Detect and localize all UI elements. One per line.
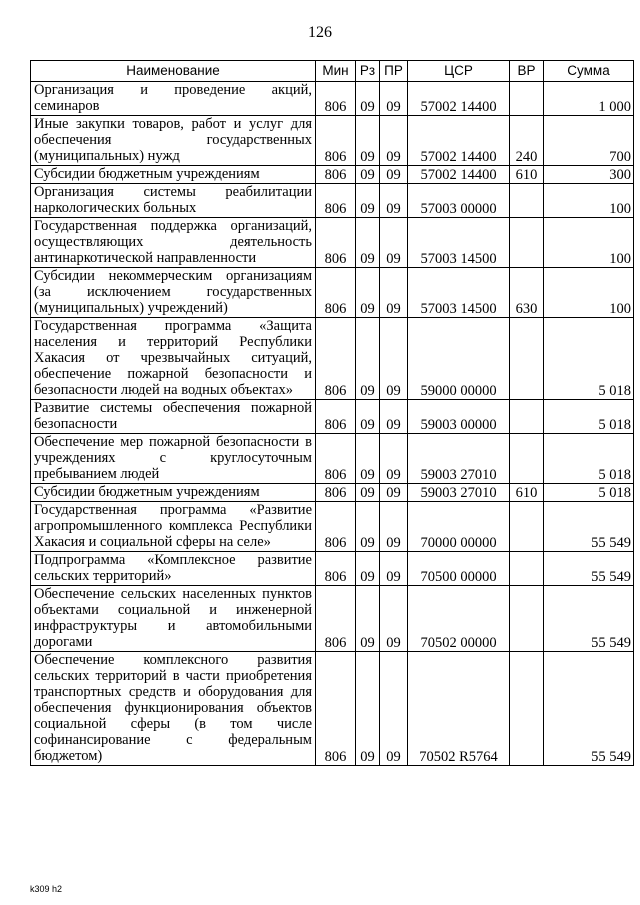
- row-pr: 09: [380, 586, 408, 652]
- header-sum: Сумма: [544, 61, 634, 82]
- row-rz: 09: [356, 502, 380, 552]
- row-pr: 09: [380, 82, 408, 116]
- row-name: Организация системы реабилитации наркологических больных: [31, 184, 316, 218]
- row-name: Государственная поддержка организаций, осуществляющих деятельность антинаркотической направленности: [31, 218, 316, 268]
- row-pr: 09: [380, 652, 408, 766]
- table-row: [31, 116, 634, 166]
- header-rz: Рз: [356, 61, 380, 82]
- row-csr: 57003 00000: [408, 184, 510, 218]
- row-name: Обеспечение сельских населенных пунктов объектами социальной и инженерной инфраструктуры и автомобильными дорогами: [31, 586, 316, 652]
- row-vr: [510, 400, 544, 434]
- row-rz: 09: [356, 552, 380, 586]
- row-pr: 09: [380, 166, 408, 184]
- row-csr: 57003 14500: [408, 218, 510, 268]
- row-rz: 09: [356, 218, 380, 268]
- row-name: Обеспечение комплексного развития сельских территорий в части приобретения транспортных средств и оборудования для обеспечения функционирования объектов социальной сферы (в том числе софинансирование с федеральным бюджетом): [31, 652, 316, 766]
- row-name: Подпрограмма «Комплексное развитие сельских территорий»: [31, 552, 316, 586]
- row-csr: 57002 14400: [408, 166, 510, 184]
- row-vr: [510, 82, 544, 116]
- row-min: 806: [316, 434, 356, 484]
- row-rz: 09: [356, 82, 380, 116]
- row-rz: 09: [356, 318, 380, 400]
- row-min: 806: [316, 400, 356, 434]
- row-name: Развитие системы обеспечения пожарной безопасности: [31, 400, 316, 434]
- row-rz: 09: [356, 268, 380, 318]
- row-sum: 100: [544, 218, 634, 268]
- row-name: Обеспечение мер пожарной безопасности в учреждениях с круглосуточным пребыванием людей: [31, 434, 316, 484]
- row-sum: 55 549: [544, 552, 634, 586]
- row-min: 806: [316, 586, 356, 652]
- row-min: 806: [316, 552, 356, 586]
- row-sum: 55 549: [544, 586, 634, 652]
- row-name: Организация и проведение акций, семинаров: [31, 82, 316, 116]
- row-name: Иные закупки товаров, работ и услуг для обеспечения государственных (муниципальных) нужд: [31, 116, 316, 166]
- row-csr: 70502 00000: [408, 586, 510, 652]
- row-sum: 700: [544, 116, 634, 166]
- row-pr: 09: [380, 552, 408, 586]
- row-sum: 1 000: [544, 82, 634, 116]
- table-row: [31, 502, 634, 552]
- row-min: 806: [316, 166, 356, 184]
- row-rz: 09: [356, 652, 380, 766]
- row-rz: 09: [356, 116, 380, 166]
- footer-code: k309 h2: [30, 884, 63, 894]
- table-header-row: [31, 61, 634, 82]
- row-csr: 59003 27010: [408, 484, 510, 502]
- row-csr: 59003 27010: [408, 434, 510, 484]
- row-vr: [510, 434, 544, 484]
- row-min: 806: [316, 218, 356, 268]
- row-vr: [510, 218, 544, 268]
- row-csr: 57003 14500: [408, 268, 510, 318]
- row-csr: 59000 00000: [408, 318, 510, 400]
- row-csr: 70502 R5764: [408, 652, 510, 766]
- row-pr: 09: [380, 116, 408, 166]
- row-sum: 100: [544, 184, 634, 218]
- table-row: [31, 400, 634, 434]
- row-name: Государственная программа «Развитие агропромышленного комплекса Республики Хакасия и социальной сферы на селе»: [31, 502, 316, 552]
- row-pr: 09: [380, 502, 408, 552]
- row-name: Субсидии некоммерческим организациям (за исключением государственных (муниципальных) учреждений): [31, 268, 316, 318]
- row-pr: 09: [380, 434, 408, 484]
- row-pr: 09: [380, 184, 408, 218]
- row-min: 806: [316, 318, 356, 400]
- budget-table: [30, 60, 634, 766]
- header-csr: ЦСР: [408, 61, 510, 82]
- row-csr: 59003 00000: [408, 400, 510, 434]
- header-pr: ПР: [380, 61, 408, 82]
- table-row: [31, 484, 634, 502]
- row-pr: 09: [380, 218, 408, 268]
- row-name: Субсидии бюджетным учреждениям: [31, 484, 316, 502]
- row-rz: 09: [356, 586, 380, 652]
- row-sum: 300: [544, 166, 634, 184]
- table-row: [31, 434, 634, 484]
- header-vr: ВР: [510, 61, 544, 82]
- table-row: [31, 268, 634, 318]
- row-sum: 5 018: [544, 400, 634, 434]
- row-min: 806: [316, 484, 356, 502]
- row-sum: 5 018: [544, 434, 634, 484]
- row-rz: 09: [356, 434, 380, 484]
- row-pr: 09: [380, 268, 408, 318]
- row-rz: 09: [356, 400, 380, 434]
- row-vr: 240: [510, 116, 544, 166]
- row-sum: 5 018: [544, 318, 634, 400]
- row-sum: 100: [544, 268, 634, 318]
- table-row: [31, 184, 634, 218]
- row-vr: 610: [510, 166, 544, 184]
- row-vr: [510, 652, 544, 766]
- row-min: 806: [316, 268, 356, 318]
- row-sum: 55 549: [544, 502, 634, 552]
- table-row: [31, 82, 634, 116]
- row-sum: 5 018: [544, 484, 634, 502]
- row-vr: 610: [510, 484, 544, 502]
- row-vr: 630: [510, 268, 544, 318]
- row-csr: 57002 14400: [408, 82, 510, 116]
- table-row: [31, 552, 634, 586]
- row-min: 806: [316, 502, 356, 552]
- row-rz: 09: [356, 184, 380, 218]
- row-rz: 09: [356, 166, 380, 184]
- row-vr: [510, 318, 544, 400]
- table-row: [31, 166, 634, 184]
- header-min: Мин: [316, 61, 356, 82]
- row-vr: [510, 184, 544, 218]
- row-name: Государственная программа «Защита населения и территорий Республики Хакасия от чрезвычайных ситуаций, обеспечение пожарной безопасности и безопасности людей на водных объектах»: [31, 318, 316, 400]
- table-row: [31, 652, 634, 766]
- page-number: 126: [308, 24, 332, 41]
- row-vr: [510, 552, 544, 586]
- table-row: [31, 318, 634, 400]
- row-pr: 09: [380, 318, 408, 400]
- row-min: 806: [316, 82, 356, 116]
- row-min: 806: [316, 652, 356, 766]
- row-name: Субсидии бюджетным учреждениям: [31, 166, 316, 184]
- row-vr: [510, 502, 544, 552]
- table-row: [31, 586, 634, 652]
- row-pr: 09: [380, 484, 408, 502]
- header-name: Наименование: [31, 61, 316, 82]
- row-min: 806: [316, 184, 356, 218]
- row-csr: 57002 14400: [408, 116, 510, 166]
- row-vr: [510, 586, 544, 652]
- table-row: [31, 218, 634, 268]
- row-min: 806: [316, 116, 356, 166]
- row-sum: 55 549: [544, 652, 634, 766]
- row-csr: 70500 00000: [408, 552, 510, 586]
- row-rz: 09: [356, 484, 380, 502]
- row-csr: 70000 00000: [408, 502, 510, 552]
- row-pr: 09: [380, 400, 408, 434]
